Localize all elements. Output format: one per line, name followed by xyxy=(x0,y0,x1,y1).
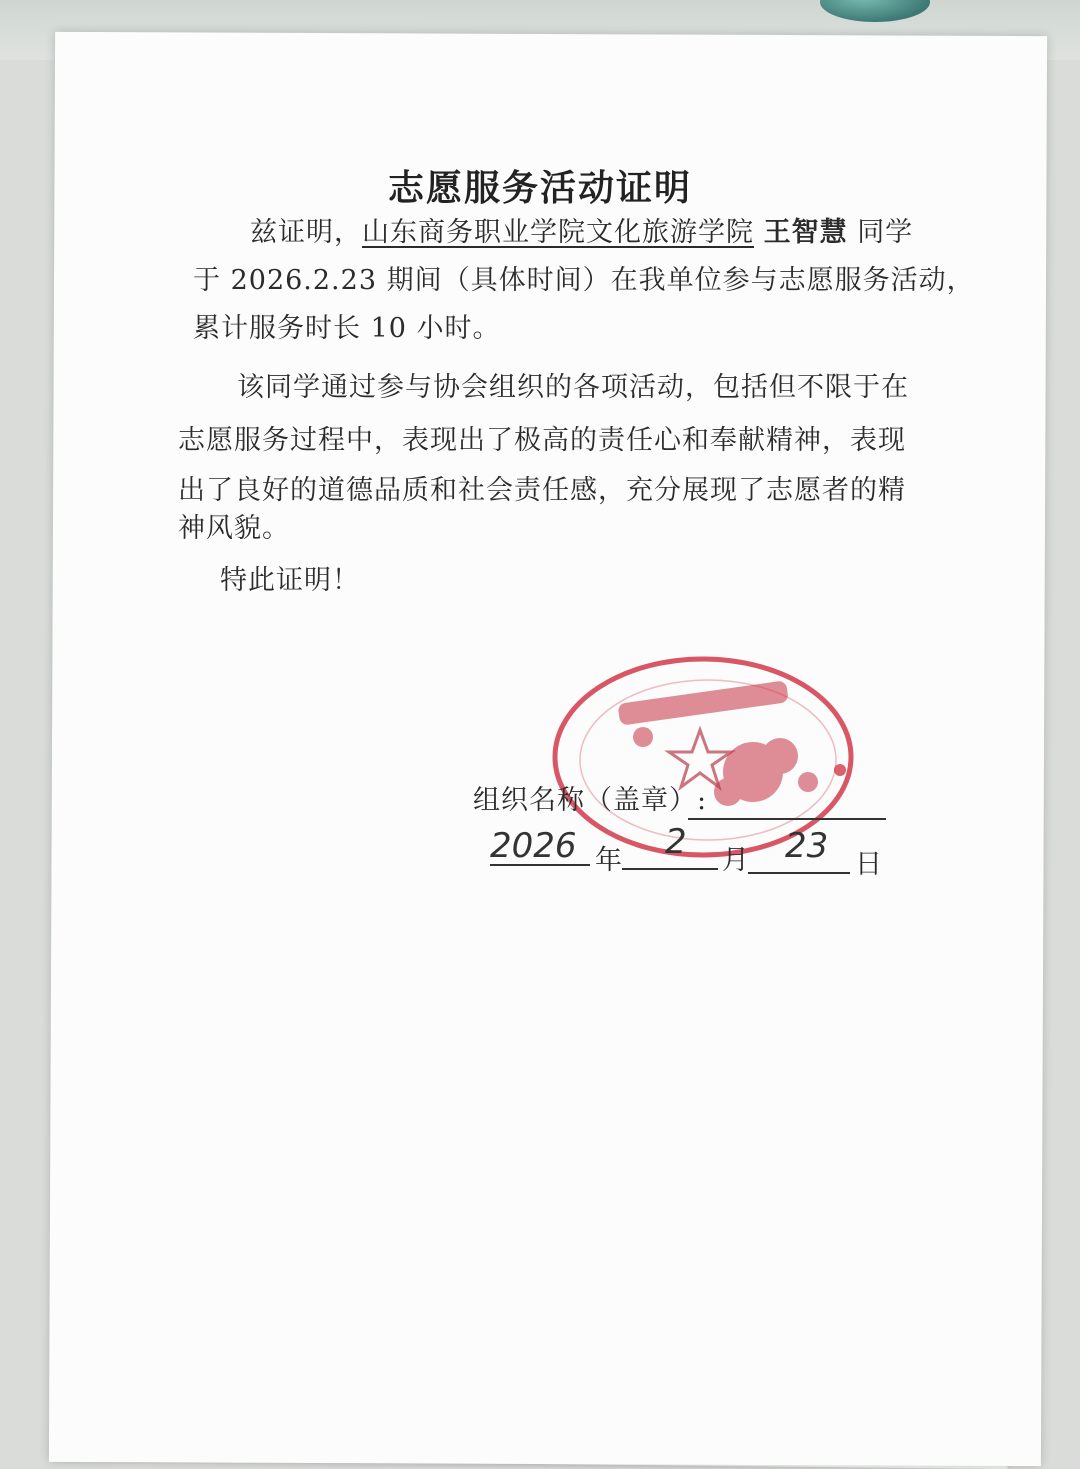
month-line xyxy=(622,868,718,870)
month-unit: 月 xyxy=(722,845,750,876)
day-line xyxy=(748,872,850,874)
paragraph2-line3: 出了良好的道德品质和社会责任感，充分展现了志愿者的精 xyxy=(178,475,906,506)
day-handwritten: 23 xyxy=(785,826,829,866)
paragraph1-lead: 兹证明， xyxy=(250,217,362,248)
year-line xyxy=(490,864,590,866)
year-unit: 年 xyxy=(595,845,623,876)
month-handwritten: 2 xyxy=(665,822,687,862)
org-label: 组织名称（盖章）: xyxy=(473,785,708,816)
paragraph1-line2: 于 2026.2.23 期间（具体时间）在我单位参与志愿服务活动， xyxy=(193,265,975,296)
closing-text: 特此证明！ xyxy=(220,565,360,596)
paragraph2-line4: 神风貌。 xyxy=(178,513,290,544)
year-handwritten: 2026 xyxy=(490,826,577,866)
day-unit: 日 xyxy=(855,849,883,880)
org-signature-line xyxy=(688,818,886,820)
paragraph1-line1 xyxy=(250,210,913,249)
paragraph2-line2: 志愿服务过程中，表现出了极高的责任心和奉献精神，表现 xyxy=(178,425,906,456)
paragraph1-line3: 累计服务时长 10 小时。 xyxy=(193,313,501,344)
paragraph2-line1: 该同学通过参与协会组织的各项活动，包括但不限于在 xyxy=(237,372,909,403)
paragraph1-suffix: 同学 xyxy=(857,217,914,248)
document-title: 志愿服务活动证明 xyxy=(387,167,692,209)
student-name: 王智慧 xyxy=(763,217,848,248)
school-name: 山东商务职业学院文化旅游学院 xyxy=(362,217,754,248)
